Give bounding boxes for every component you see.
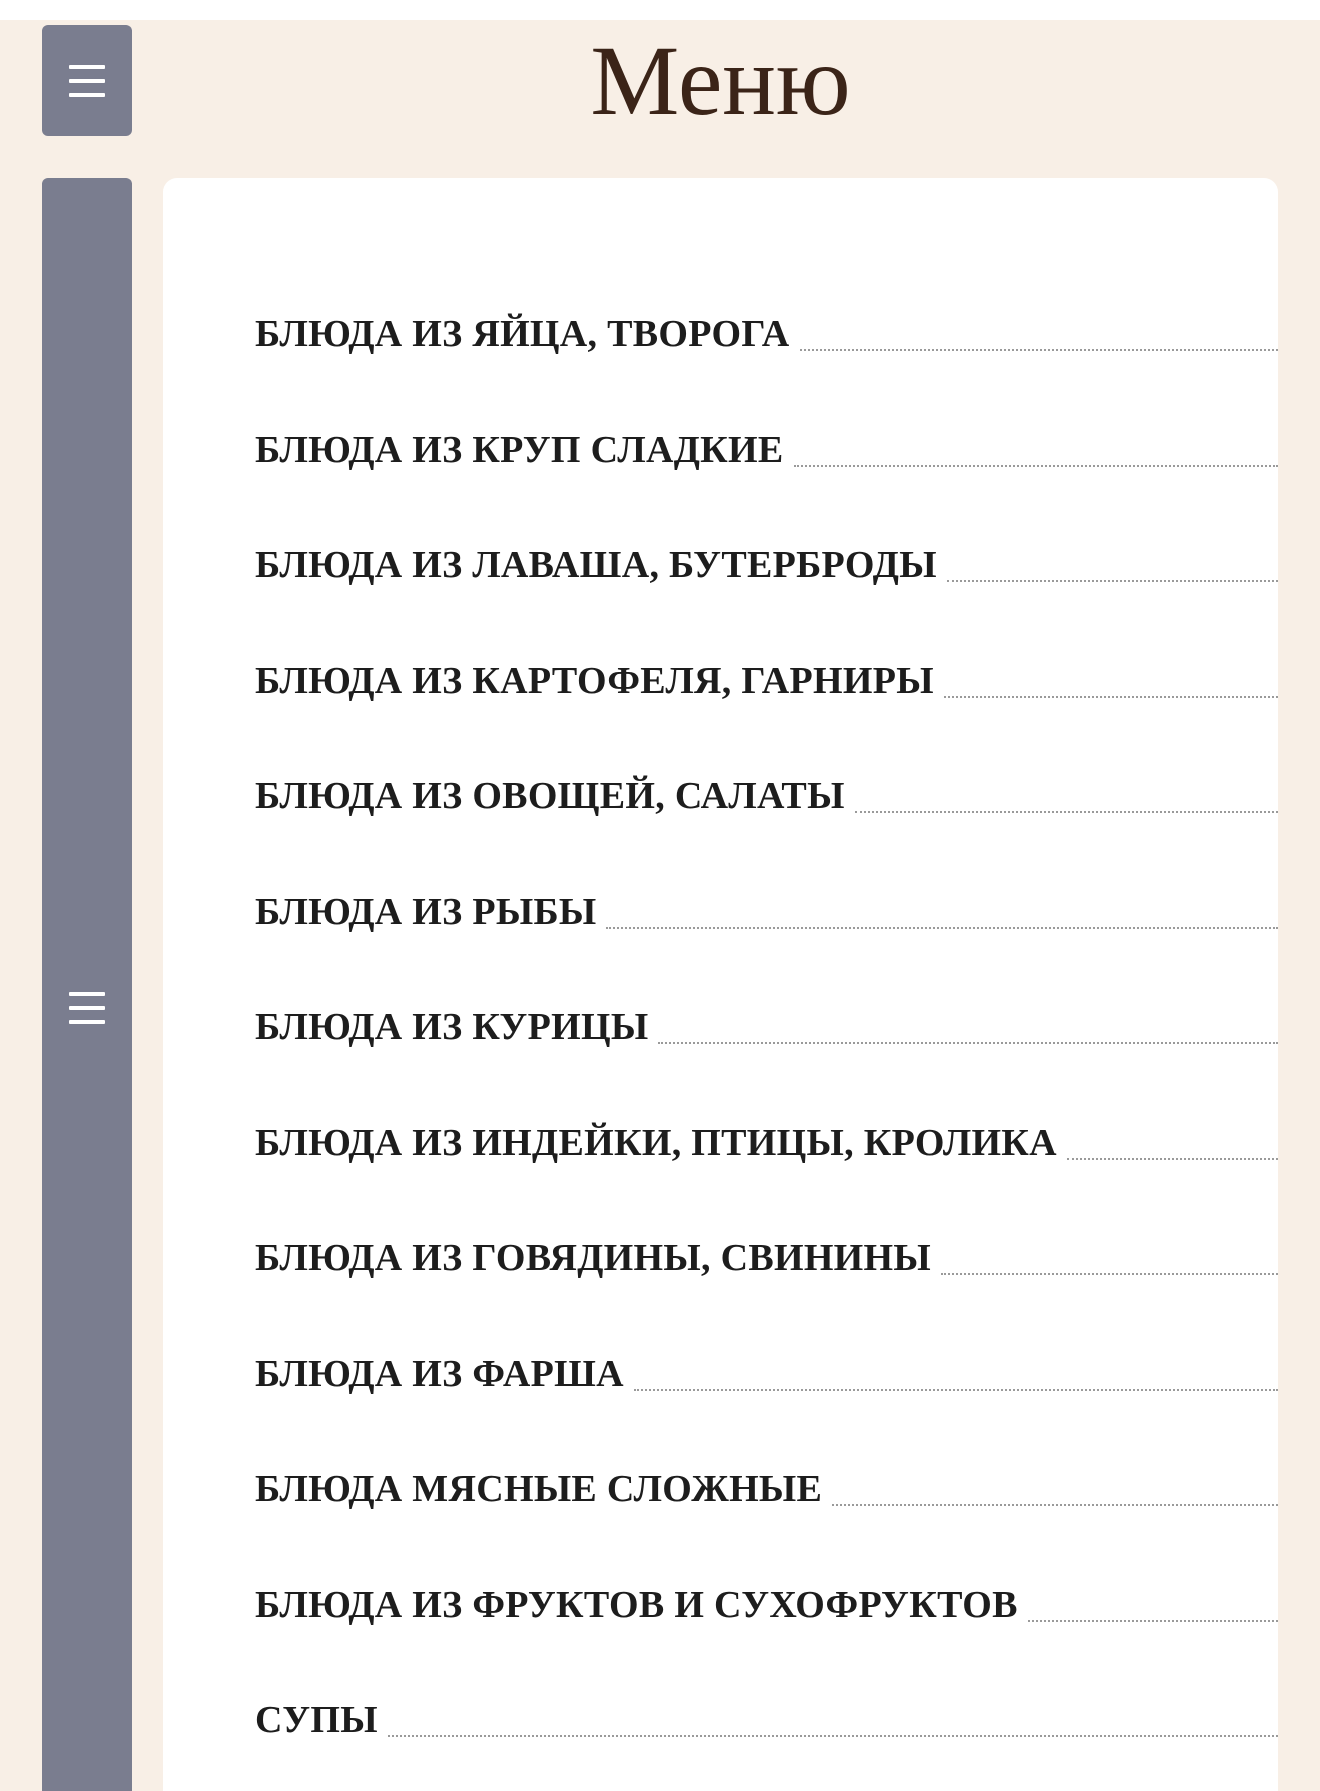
menu-item-label: БЛЮДА ИЗ ФАРША [255, 1352, 624, 1395]
menu-item-label: БЛЮДА ИЗ ИНДЕЙКИ, ПТИЦЫ, КРОЛИКА [255, 1121, 1057, 1164]
menu-item-label: СУПЫ [255, 1699, 378, 1741]
dotted-leader [1028, 1620, 1278, 1622]
menu-item-potato-sides[interactable] [255, 656, 1278, 772]
sidebar-panel[interactable] [42, 178, 132, 1791]
dotted-leader [658, 1042, 1278, 1044]
menu-item-complex-meat[interactable] [255, 1464, 1278, 1580]
dotted-leader [800, 349, 1279, 351]
hamburger-menu-icon [69, 992, 105, 1024]
menu-item-label: БЛЮДА ИЗ ЯЙЦА, ТВОРОГА [255, 313, 790, 355]
dotted-leader [855, 811, 1278, 813]
menu-item-label: БЛЮДА ИЗ ЛАВАША, БУТЕРБРОДЫ [255, 544, 937, 586]
menu-item-fish[interactable] [255, 887, 1278, 1003]
hamburger-menu-button[interactable] [42, 25, 132, 136]
dotted-leader [634, 1389, 1278, 1391]
hamburger-menu-icon [69, 65, 105, 97]
menu-item-sweet-cereals[interactable] [255, 425, 1278, 541]
menu-item-label: БЛЮДА ИЗ КРУП СЛАДКИЕ [255, 428, 784, 471]
menu-item-minced-meat[interactable] [255, 1349, 1278, 1465]
dotted-leader [832, 1504, 1278, 1506]
menu-item-label: БЛЮДА ИЗ ОВОЩЕЙ, САЛАТЫ [255, 775, 845, 817]
menu-card [163, 178, 1278, 1791]
menu-item-soups[interactable] [255, 1695, 1278, 1791]
menu-item-turkey-poultry-rabbit[interactable] [255, 1118, 1278, 1234]
dotted-leader [941, 1273, 1278, 1275]
menu-item-label: БЛЮДА ИЗ ГОВЯДИНЫ, СВИНИНЫ [255, 1237, 932, 1279]
menu-item-beef-pork[interactable] [255, 1233, 1278, 1349]
menu-item-fruits-dried-fruits[interactable] [255, 1580, 1278, 1696]
dotted-leader [606, 927, 1278, 929]
dotted-leader [947, 580, 1278, 582]
dotted-leader [794, 465, 1278, 467]
top-strip [0, 0, 1320, 20]
menu-item-chicken[interactable] [255, 1002, 1278, 1118]
menu-item-label: БЛЮДА ИЗ КУРИЦЫ [255, 1006, 649, 1048]
menu-item-label: БЛЮДА ИЗ ФРУКТОВ И СУХОФРУКТОВ [255, 1583, 1018, 1626]
dotted-leader [944, 696, 1278, 698]
dotted-leader [388, 1735, 1278, 1737]
dotted-leader [1067, 1158, 1278, 1160]
menu-item-vegetables-salads[interactable] [255, 771, 1278, 887]
menu-item-lavash-sandwiches[interactable] [255, 540, 1278, 656]
menu-item-eggs-cottage-cheese[interactable] [255, 309, 1278, 425]
page-title: Меню [590, 25, 851, 136]
menu-item-label: БЛЮДА МЯСНЫЕ СЛОЖНЫЕ [255, 1468, 823, 1510]
menu-item-label: БЛЮДА ИЗ КАРТОФЕЛЯ, ГАРНИРЫ [255, 659, 934, 702]
menu-item-label: БЛЮДА ИЗ РЫБЫ [255, 890, 597, 933]
menu-list [255, 309, 1278, 1791]
